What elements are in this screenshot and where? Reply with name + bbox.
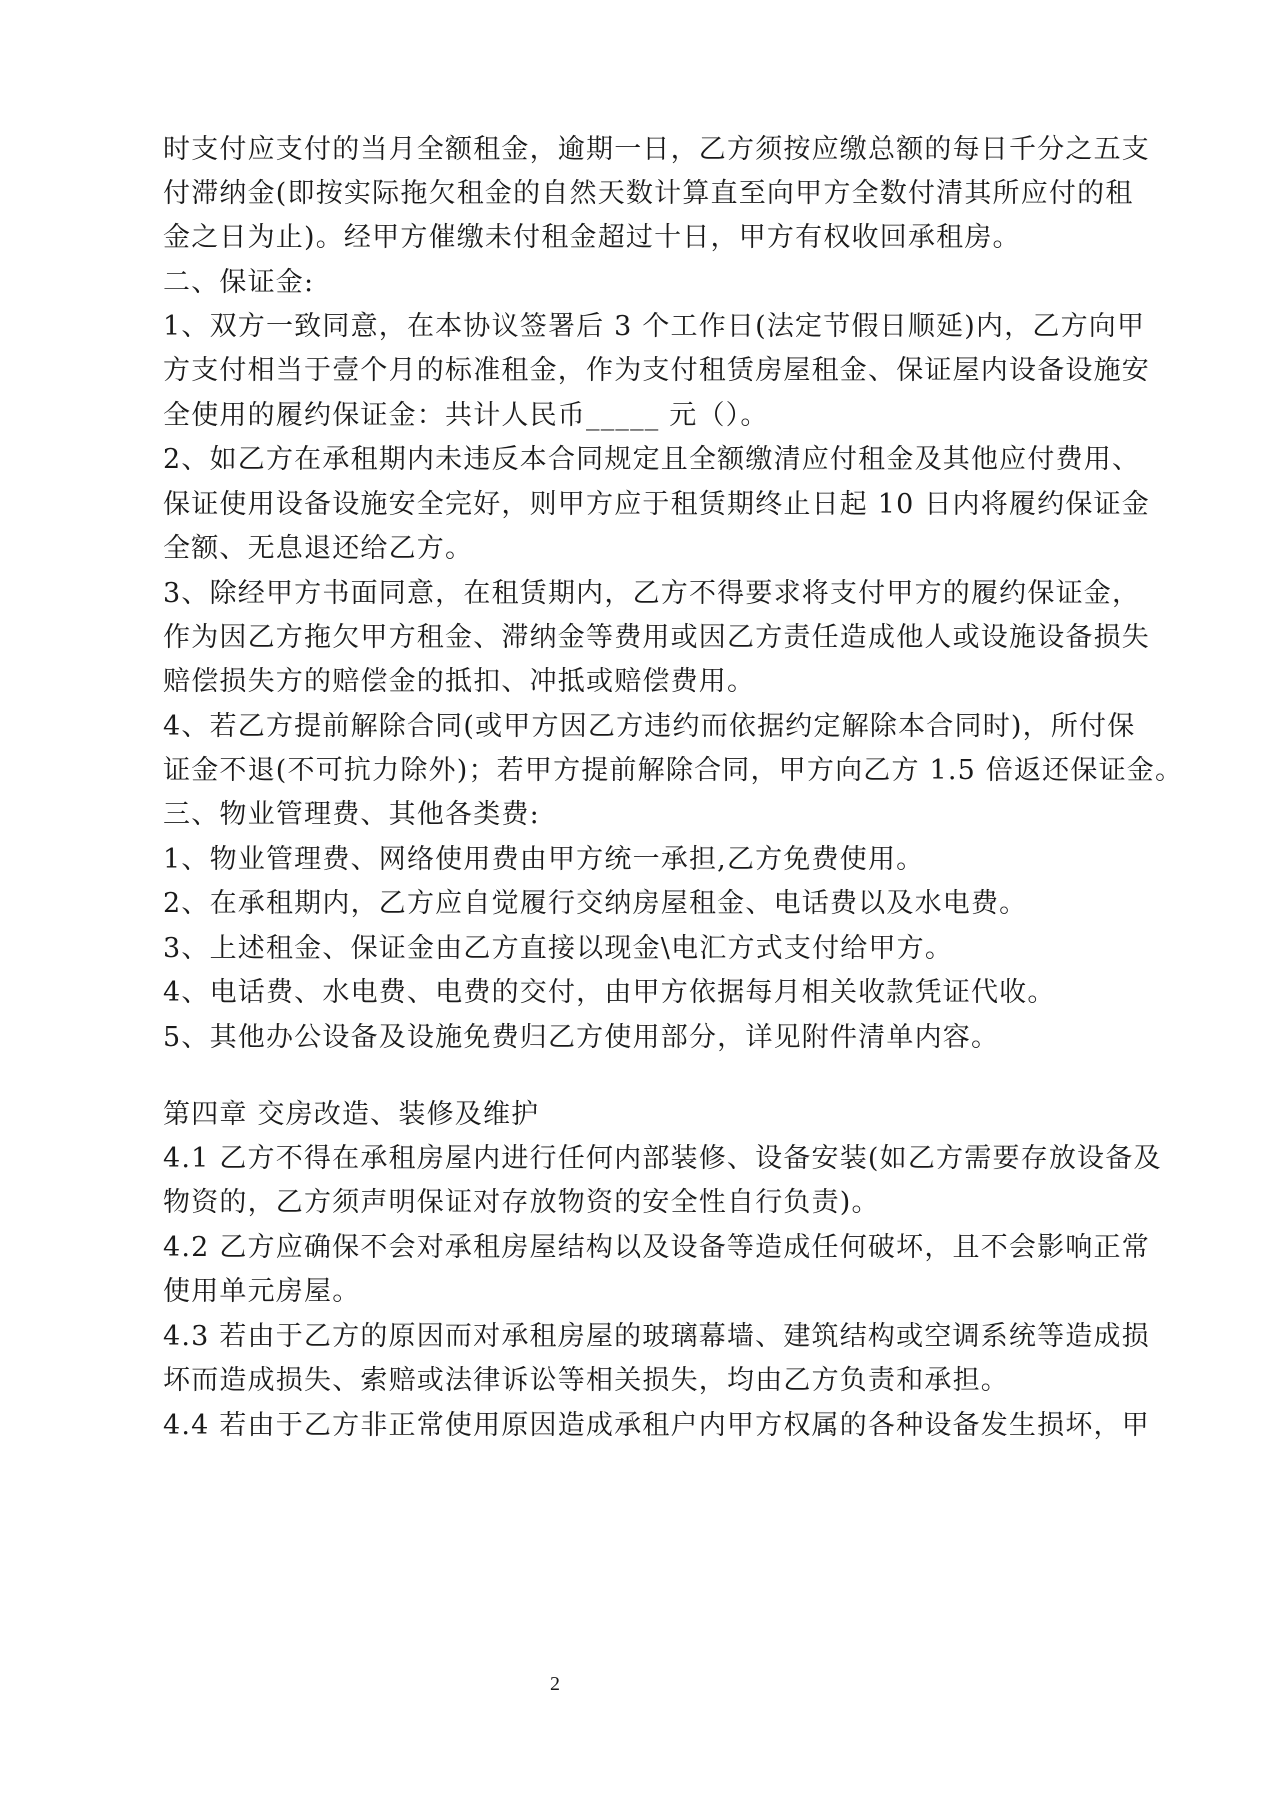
text-line: 4、电话费、水电费、电费的交付，由甲方依据每月相关收款凭证代收。 (163, 977, 1056, 1008)
text-line: 3、上述租金、保证金由乙方直接以现金\电汇方式支付给甲方。 (163, 933, 954, 964)
text-line: 方支付相当于壹个月的标准租金，作为支付租赁房屋租金、保证屋内设备设施安 (163, 355, 1150, 386)
text-line: 第四章 交房改造、装修及维护 (163, 1099, 540, 1130)
text-line: 二、保证金: (163, 267, 315, 298)
text-line: 3、除经甲方书面同意，在租赁期内，乙方不得要求将支付甲方的履约保证金， (163, 578, 1141, 609)
text-line: 赔偿损失方的赔偿金的抵扣、冲抵或赔偿费用。 (163, 666, 756, 697)
text-line: 全额、无息退还给乙方。 (163, 533, 474, 564)
text-line: 4.1 乙方不得在承租房屋内进行任何内部装修、设备安装(如乙方需要存放设备及 (163, 1143, 1162, 1174)
text-line: 作为因乙方拖欠甲方租金、滞纳金等费用或因乙方责任造成他人或设施设备损失 (163, 622, 1150, 653)
text-line: 全使用的履约保证金：共计人民币_____ 元（）。 (163, 400, 769, 431)
text-line: 物资的，乙方须声明保证对存放物资的安全性自行负责)。 (163, 1187, 880, 1218)
text-line: 2、如乙方在承租期内未违反本合同规定且全额缴清应付租金及其他应付费用、 (163, 444, 1141, 475)
text-line: 4.4 若由于乙方非正常使用原因造成承租户内甲方权属的各种设备发生损坏，甲 (163, 1410, 1150, 1441)
text-line: 时支付应支付的当月全额租金，逾期一日，乙方须按应缴总额的每日千分之五支 (163, 134, 1150, 165)
text-line: 4.2 乙方应确保不会对承租房屋结构以及设备等造成任何破坏，且不会影响正常 (163, 1232, 1150, 1263)
text-line: 4.3 若由于乙方的原因而对承租房屋的玻璃幕墙、建筑结构或空调系统等造成损 (163, 1321, 1150, 1352)
text-line: 使用单元房屋。 (163, 1276, 361, 1307)
text-line: 保证使用设备设施安全完好，则甲方应于租赁期终止日起 10 日内将履约保证金 (163, 489, 1150, 520)
text-line: 2、在承租期内，乙方应自觉履行交纳房屋租金、电话费以及水电费。 (163, 888, 1028, 919)
text-line: 坏而造成损失、索赔或法律诉讼等相关损失，均由乙方负责和承担。 (163, 1365, 1009, 1396)
text-line: 金之日为止)。经甲方催缴未付租金超过十日，甲方有权收回承租房。 (163, 222, 1021, 253)
text-line: 1、物业管理费、网络使用费由甲方统一承担,乙方免费使用。 (163, 844, 925, 875)
text-line: 1、双方一致同意，在本协议签署后 3 个工作日(法定节假日顺延)内，乙方向甲 (163, 311, 1146, 342)
page-number: 2 (550, 1673, 560, 1695)
text-line: 4、若乙方提前解除合同(或甲方因乙方违约而依据约定解除本合同时)，所付保 (163, 711, 1136, 742)
text-line: 三、物业管理费、其他各类费: (163, 799, 540, 830)
text-line: 5、其他办公设备及设施免费归乙方使用部分，详见附件清单内容。 (163, 1022, 1000, 1053)
text-line: 付滞纳金(即按实际拖欠租金的自然天数计算直至向甲方全数付清其所应付的租 (163, 178, 1134, 209)
text-line: 证金不退(不可抗力除外)；若甲方提前解除合同，甲方向乙方 1.5 倍返还保证金。 (163, 755, 1184, 786)
